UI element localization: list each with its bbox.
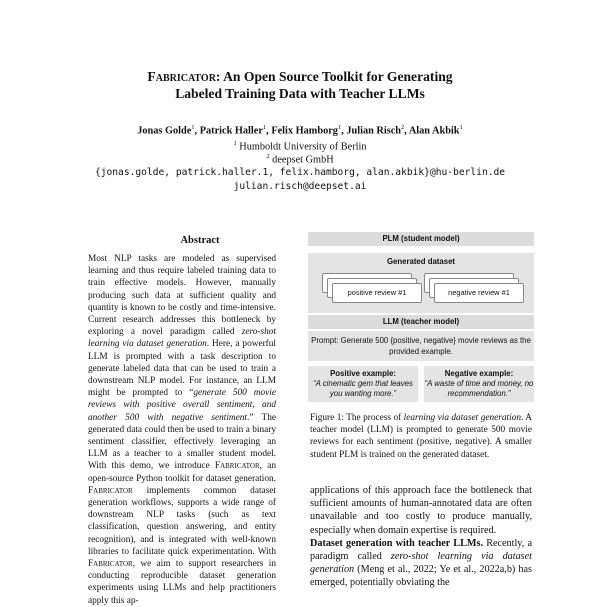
section-heading: Dataset generation with teacher LLMs. xyxy=(310,537,483,549)
negative-review-card: negative review #1 xyxy=(434,283,524,303)
paper-title xyxy=(0,68,600,85)
generated-dataset-label: Generated dataset xyxy=(386,257,456,266)
negative-example-text: “A waste of time and money, no recommendation.” xyxy=(424,379,534,398)
author: Julian Risch xyxy=(346,125,402,137)
author-sup: 1 xyxy=(459,124,463,131)
author: Alan Akbik xyxy=(408,125,460,137)
email-line-1: {jonas.golde, patrick.haller.1, felix.hamborg, alan.akbik}@hu-berlin.de xyxy=(94,167,506,178)
abstract-emphasis: generate 500 movie reviews with positive overall sentiment, and another 500 with negative sentiment xyxy=(88,388,276,423)
author-list: Jonas Golde$^1$, Patrick Haller$^1$, Felix Hamborg$^1$, Julian Risch$^2$, Alan Akbik$^1$ xyxy=(137,124,463,137)
caption-text: . A teacher model (LLM) is prompted to generate 500 movie reviews for each sentiment (positive, negative). A smaller student PLM is trained on the generated dataset. xyxy=(310,413,532,460)
abstract-text: Most NLP tasks are modeled as supervised learning and thus require labeled training data to train effective models. However, manually producing such data at sufficient quality and quantity is known to be costly and time-intensive. Current research addresses this bottleneck by exploring a novel paradigm called xyxy=(88,254,276,338)
email-line-2: julian.risch@deepset.ai xyxy=(233,181,367,192)
author-sup: 1 xyxy=(262,124,267,131)
author: Patrick Haller xyxy=(199,125,263,137)
negative-example-box xyxy=(424,366,534,402)
positive-example-label: Positive example: xyxy=(330,369,396,378)
paragraph-emphasis: zero-shot learning via dataset generation xyxy=(310,551,533,576)
prompt-box: Prompt: Generate 500 {positive, negative} movie reviews as the provided example. xyxy=(308,331,534,361)
title-part: : An Open Source Toolkit for Generating xyxy=(215,69,453,84)
negative-example-label: Negative example: xyxy=(444,369,514,378)
affiliation-sup: 1 xyxy=(233,140,237,147)
toolkit-name: Fabricator xyxy=(214,461,260,472)
figure-1 xyxy=(308,232,534,404)
toolkit-name: Fabricator xyxy=(88,559,133,570)
author: Felix Hamborg xyxy=(271,125,338,137)
paragraph-text: (Meng et al., 2022; Ye et al., 2022a,b) has emerged, potentially obviating the xyxy=(310,564,532,589)
abstract-text: implements common dataset generation workflows, supports a wide range of downstream NLP tasks (such as text classification, question answering, and entity recognition), and is integrated with well-known libraries to facilitate quick experimentation. With xyxy=(88,485,276,557)
affiliation-sup: 2 xyxy=(266,153,270,160)
affiliation-text: deepset GmbH xyxy=(272,154,334,166)
abstract-text: .” The generated data could then be used to train a binary sentiment classifier, effectively leveraging an LLM as a teacher to a smaller student model. With this demo, we introduce xyxy=(88,412,276,472)
paper-title-line2: Labeled Training Data with Teacher LLMs xyxy=(175,86,425,101)
abstract-emphasis: zero-shot learning via dataset generation xyxy=(88,327,276,350)
paragraph-text: Recently, a paradigm called xyxy=(310,537,532,563)
paragraph: applications of this approach face the bottleneck that sufficient amounts of human-annotated data are often unavailable and too costly to produce manually, especially when domain expertise is required. xyxy=(310,485,532,536)
abstract-text: , we aim to support researchers in conducting reproducible dataset generation experiments using LLMs and help practitioners apply this ap- xyxy=(88,559,276,606)
abstract-text: . Here, a powerful LLM is prompted with a task description to generate labeled data that can be used to train a downstream NLP model. For instance, an LLM might be prompted to “ xyxy=(88,339,276,399)
caption-emphasis: learning via dataset generation xyxy=(403,413,521,423)
caption-text: Figure 1: The process of xyxy=(310,413,404,423)
toolkit-name: Fabricator xyxy=(88,485,133,496)
author-sup: 1 xyxy=(191,124,195,131)
affiliation-text: Humboldt University of Berlin xyxy=(239,141,367,153)
abstract-heading: Abstract xyxy=(180,235,220,246)
right-column-body xyxy=(310,484,532,590)
abstract-text: , an open-source Python toolkit for dataset generation. xyxy=(88,461,276,484)
author-sup: 1 xyxy=(337,124,342,131)
positive-example-text: “A cinematic gem that leaves you wanting more.” xyxy=(313,379,413,398)
title-toolkit-name: Fabricator xyxy=(147,69,216,84)
author: Jonas Golde xyxy=(137,125,192,137)
paragraph xyxy=(310,537,532,590)
figure-caption xyxy=(310,412,532,461)
positive-review-card: positive review #1 xyxy=(332,283,422,303)
plm-box: PLM (student model) xyxy=(308,232,534,246)
affiliation-2 xyxy=(0,151,600,166)
positive-example-box xyxy=(308,366,418,402)
llm-box: LLM (teacher model) xyxy=(308,315,534,329)
author-sup: 2 xyxy=(401,124,405,131)
abstract-body xyxy=(88,253,276,607)
